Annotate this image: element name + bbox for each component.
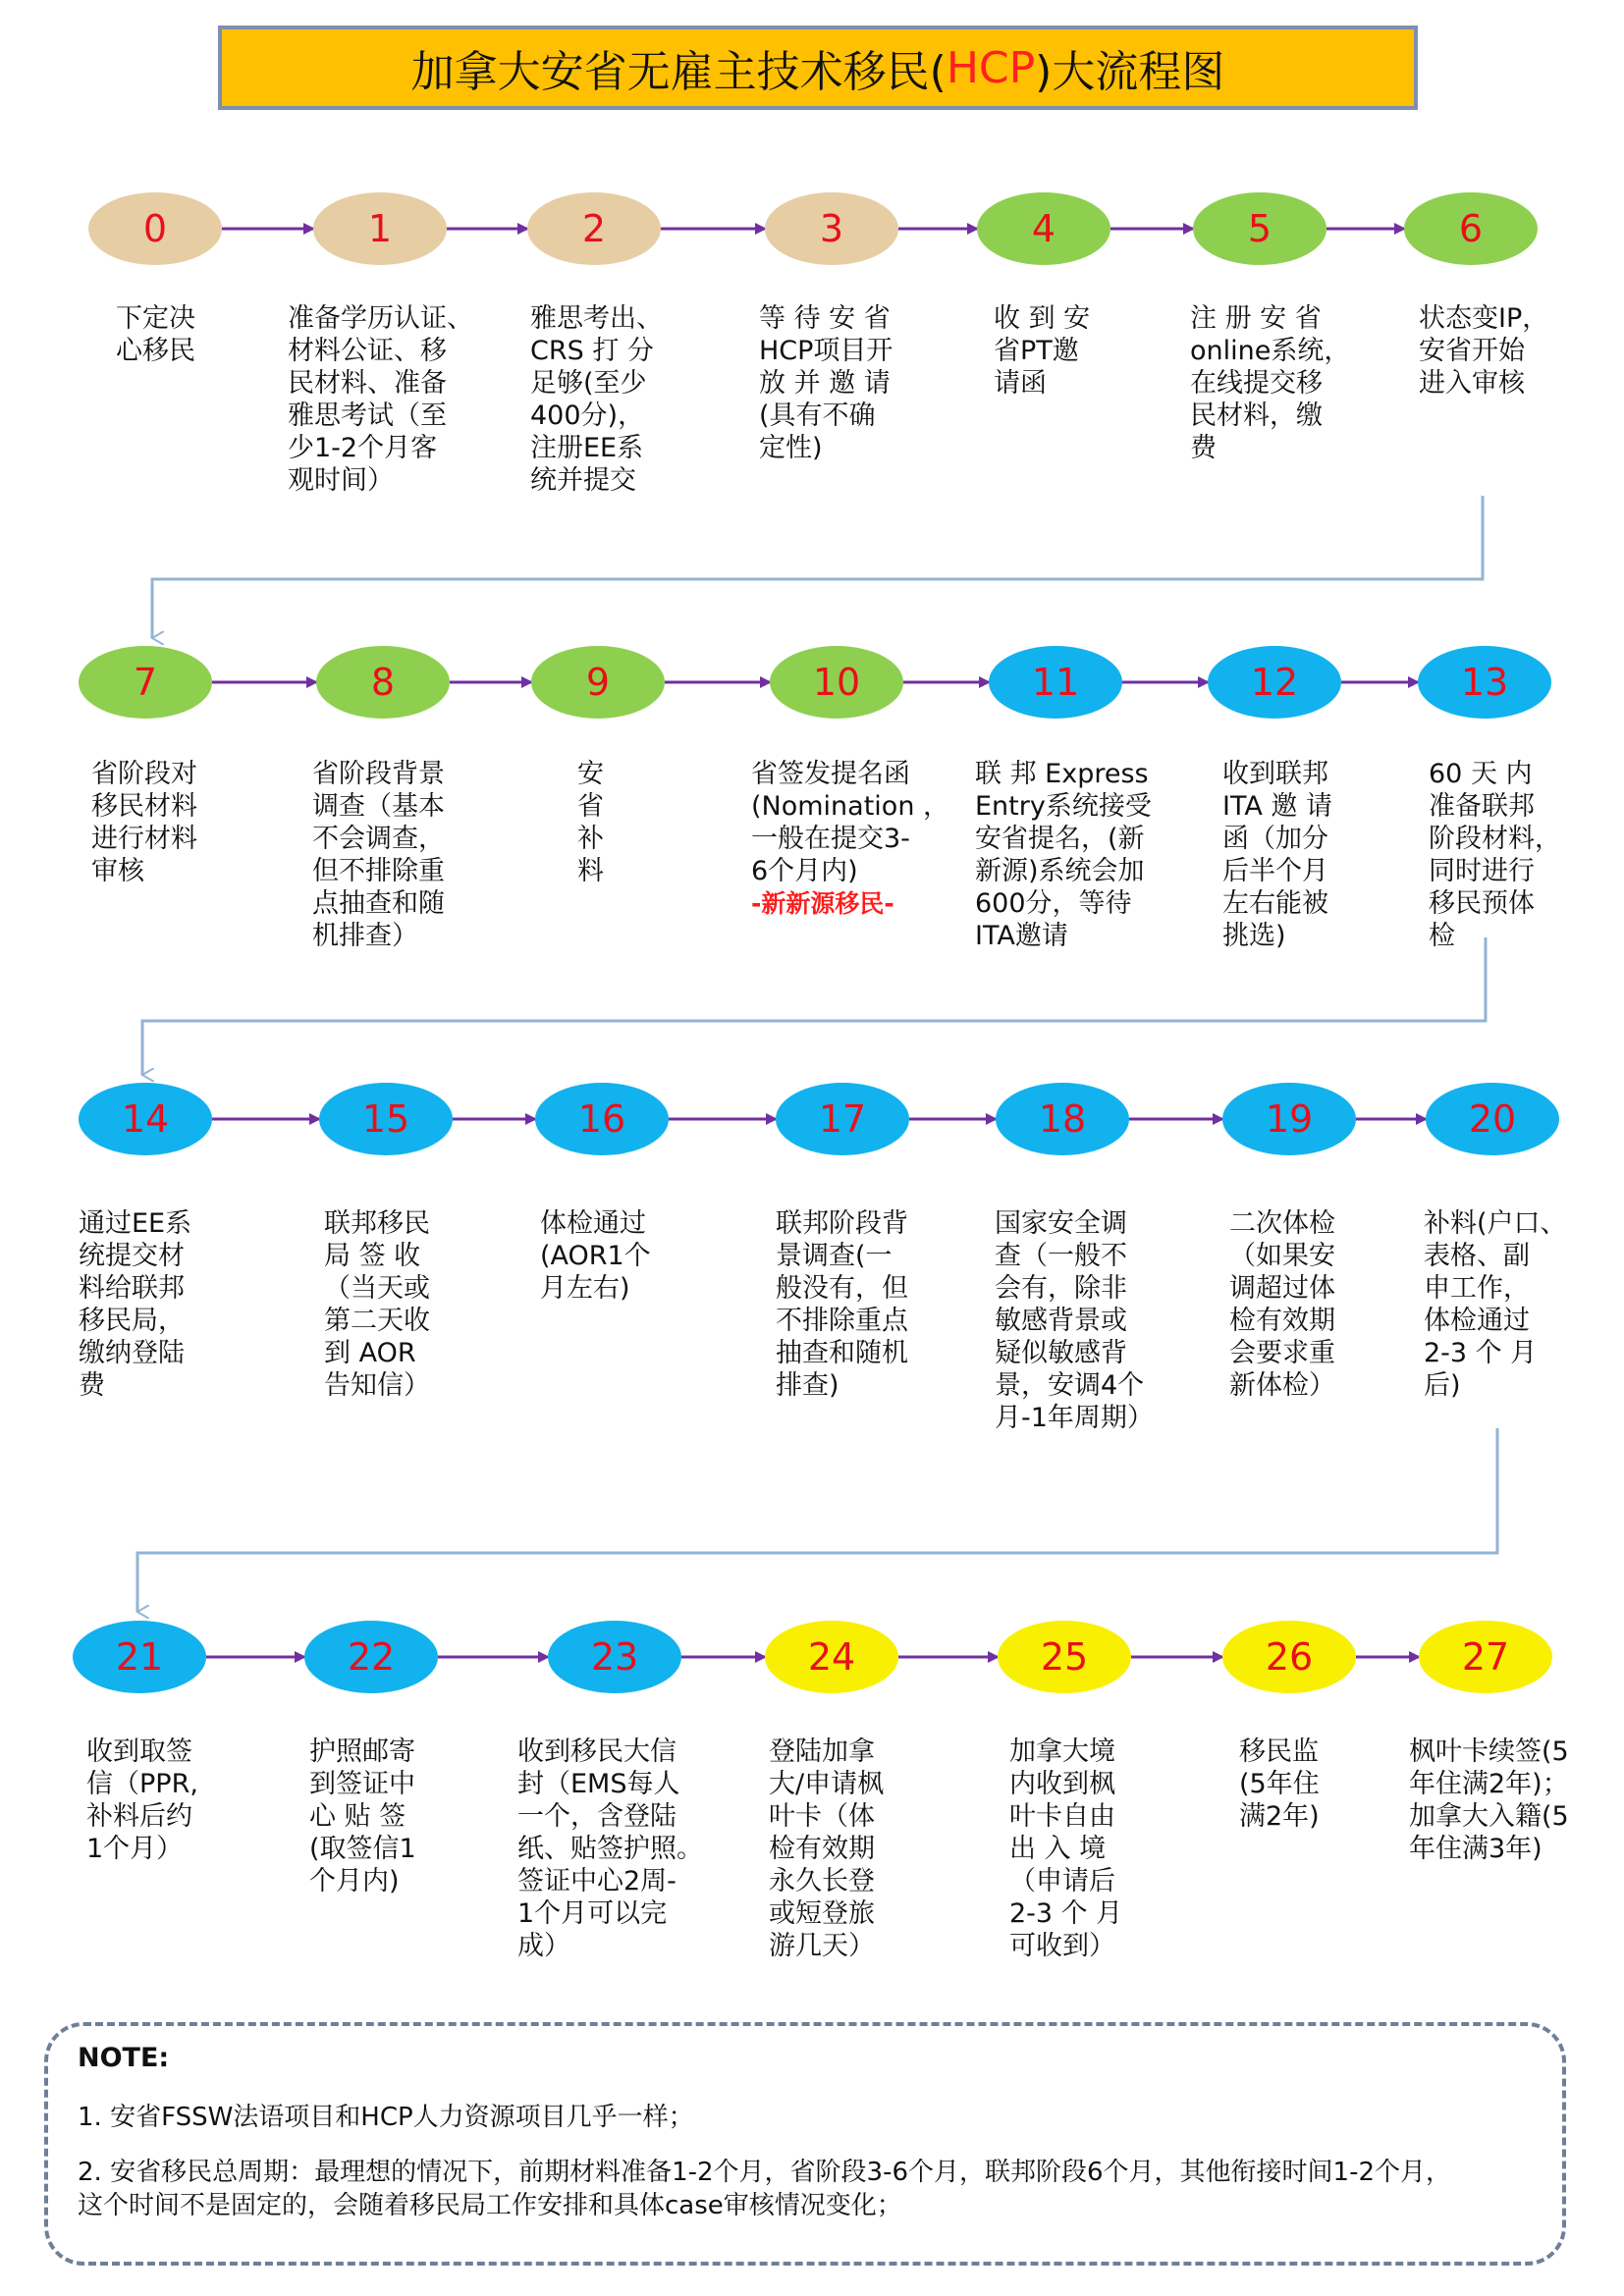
step-node-26: 26 (1222, 1621, 1356, 1693)
step-desc-19 (1229, 1207, 1335, 1402)
step-desc-13 (1429, 758, 1561, 952)
step-desc-text: 状态变IP， 安省开始 进入审核 (1419, 303, 1549, 399)
step-desc-text: 省签发提名函 (Nomination ， 一般在提交3- 6个月内) (751, 759, 950, 886)
note-box (44, 2022, 1566, 2266)
step-desc-text: 护照邮寄 到签证中 心 贴 签 (取签信1 个月内) (309, 1736, 416, 1896)
step-desc-12 (1222, 758, 1332, 952)
step-desc-text: 收 到 安 省PT邀 请函 (994, 303, 1091, 399)
step-node-20: 20 (1426, 1083, 1559, 1155)
step-node-22: 22 (304, 1621, 438, 1693)
step-desc-10 (751, 758, 949, 920)
step-desc-text: 收到取签 信（PPR, 补料后约 1个月） (86, 1736, 198, 1864)
step-desc-8 (312, 758, 445, 952)
step-desc-20 (1424, 1207, 1567, 1402)
step-desc-text: 补料(户口、 表格、副 申工作， 体检通过 2-3 个 月 后) (1424, 1208, 1567, 1401)
step-desc-text: 下定决 心移民 (116, 303, 195, 366)
step-desc-text: 安 省 补 料 (577, 759, 604, 886)
title-suffix: )大流程图 (1035, 47, 1225, 97)
step-node-16: 16 (535, 1083, 669, 1155)
step-desc-26 (1239, 1735, 1320, 1833)
step-desc-tag: -新新源移民- (751, 889, 894, 918)
step-desc-4 (994, 302, 1090, 400)
note-title: NOTE: (78, 2043, 170, 2073)
step-desc-7 (91, 758, 197, 887)
step-desc-text: 等 待 安 省 HCP项目开 放 并 邀 请 (具有不确 定性) (759, 303, 893, 463)
step-desc-text: 联 邦 Express Entry系统接受 安省提名，(新 新源)系统会加 600分，等待 ITA邀请 (975, 759, 1152, 951)
step-desc-text: 体检通过 (AOR1个 月左右) (540, 1208, 651, 1304)
step-node-5: 5 (1193, 192, 1326, 265)
step-node-11: 11 (989, 646, 1122, 719)
step-node-1: 1 (313, 192, 447, 265)
title-highlight: HCP (946, 42, 1036, 93)
step-desc-25 (1009, 1735, 1122, 1962)
step-desc-text: 联邦移民 局 签 收 （当天或 第二天收 到 AOR 告知信） (324, 1208, 430, 1401)
step-desc-text: 省阶段背景 调查（基本 不会调查， 但不排除重 点抽查和随 机排查） (312, 759, 445, 951)
step-desc-2 (530, 302, 663, 497)
step-node-25: 25 (998, 1621, 1131, 1693)
step-desc-16 (540, 1207, 651, 1305)
step-desc-23 (517, 1735, 703, 1962)
step-desc-11 (975, 758, 1152, 952)
step-desc-17 (776, 1207, 908, 1402)
step-node-7: 7 (79, 646, 212, 719)
note-item-1: 1. 安省FSSW法语项目和HCP人力资源项目几乎一样； (78, 2103, 694, 2132)
step-desc-text: 收到联邦 ITA 邀 请 函（加分 后半个月 左右能被 挑选) (1222, 759, 1332, 951)
step-node-27: 27 (1419, 1621, 1552, 1693)
step-node-23: 23 (548, 1621, 681, 1693)
step-node-12: 12 (1208, 646, 1341, 719)
step-desc-text: 省阶段对 移民材料 进行材料 审核 (91, 759, 197, 886)
step-desc-text: 加拿大境 内收到枫 叶卡自由 出 入 境 （申请后 2-3 个 月 可收到） (1009, 1736, 1123, 1961)
step-node-21: 21 (73, 1621, 206, 1693)
step-node-0: 0 (88, 192, 222, 265)
step-desc-text: 注 册 安 省 online系统， 在线提交移 民材料，缴 费 (1190, 303, 1351, 463)
step-node-18: 18 (996, 1083, 1129, 1155)
step-desc-text: 60 天 内 准备联邦 阶段材料， 同时进行 移民预体 检 (1429, 759, 1561, 951)
step-desc-1 (288, 302, 473, 497)
step-desc-15 (324, 1207, 430, 1402)
step-node-13: 13 (1418, 646, 1551, 719)
step-desc-18 (995, 1207, 1154, 1434)
step-desc-text: 通过EE系 统提交材 料给联邦 移民局， 缴纳登陆 费 (79, 1208, 192, 1401)
step-desc-text: 二次体检 （如果安 调超过体 检有效期 会要求重 新体检） (1229, 1208, 1335, 1401)
step-node-19: 19 (1222, 1083, 1356, 1155)
step-node-17: 17 (776, 1083, 909, 1155)
row-connector-3 (137, 1428, 1497, 1612)
step-desc-21 (86, 1735, 198, 1865)
step-node-3: 3 (765, 192, 898, 265)
title-prefix: 加拿大安省无雇主技术移民( (410, 47, 947, 97)
step-desc-text: 移民监 (5年住 满2年) (1239, 1736, 1320, 1832)
note-item-2: 2. 安省移民总周期：最理想的情况下，前期材料准备1-2个月，省阶段3-6个月，联邦阶段6个月，其他衔接时间1-2个月， 这个时间不是固定的，会随着移民局工作安排和具体case审核情况变化； (78, 2158, 1452, 2220)
step-node-15: 15 (319, 1083, 453, 1155)
step-desc-0 (116, 302, 195, 367)
step-node-14: 14 (79, 1083, 212, 1155)
step-node-8: 8 (316, 646, 450, 719)
row-connector-2 (142, 937, 1486, 1075)
step-desc-6 (1419, 302, 1548, 400)
step-desc-9 (577, 758, 604, 887)
step-desc-27 (1409, 1735, 1569, 1865)
step-desc-text: 联邦阶段背 景调查(一 般没有，但 不排除重点 抽查和随机 排查) (776, 1208, 908, 1401)
step-desc-24 (769, 1735, 884, 1962)
step-desc-text: 雅思考出、 CRS 打 分 足够(至少 400分)， 注册EE系 统并提交 (530, 303, 663, 496)
step-node-4: 4 (977, 192, 1110, 265)
step-desc-text: 国家安全调 查（一般不 会有，除非 敏感背景或 疑似敏感背 景，安调4个 月-1年周期） (995, 1208, 1154, 1433)
step-node-10: 10 (770, 646, 903, 719)
step-desc-5 (1190, 302, 1350, 464)
step-desc-text: 收到移民大信 封（EMS每人 一个，含登陆 纸、贴签护照。 签证中心2周- 1个月可以完 成） (517, 1736, 703, 1961)
step-desc-text: 登陆加拿 大/申请枫 叶卡（体 检有效期 永久长登 或短登旅 游几天） (769, 1736, 885, 1961)
step-desc-14 (79, 1207, 191, 1402)
row-connector-1 (152, 496, 1483, 638)
step-desc-3 (759, 302, 893, 464)
step-desc-text: 枫叶卡续签(5 年住满2年)； 加拿大入籍(5 年住满3年) (1409, 1736, 1569, 1864)
step-node-2: 2 (527, 192, 661, 265)
step-desc-text: 准备学历认证、 材料公证、移 民材料、准备 雅思考试（至 少1-2个月客 观时间） (288, 303, 473, 496)
step-desc-22 (309, 1735, 416, 1897)
step-node-9: 9 (531, 646, 665, 719)
step-node-24: 24 (765, 1621, 898, 1693)
step-node-6: 6 (1404, 192, 1538, 265)
